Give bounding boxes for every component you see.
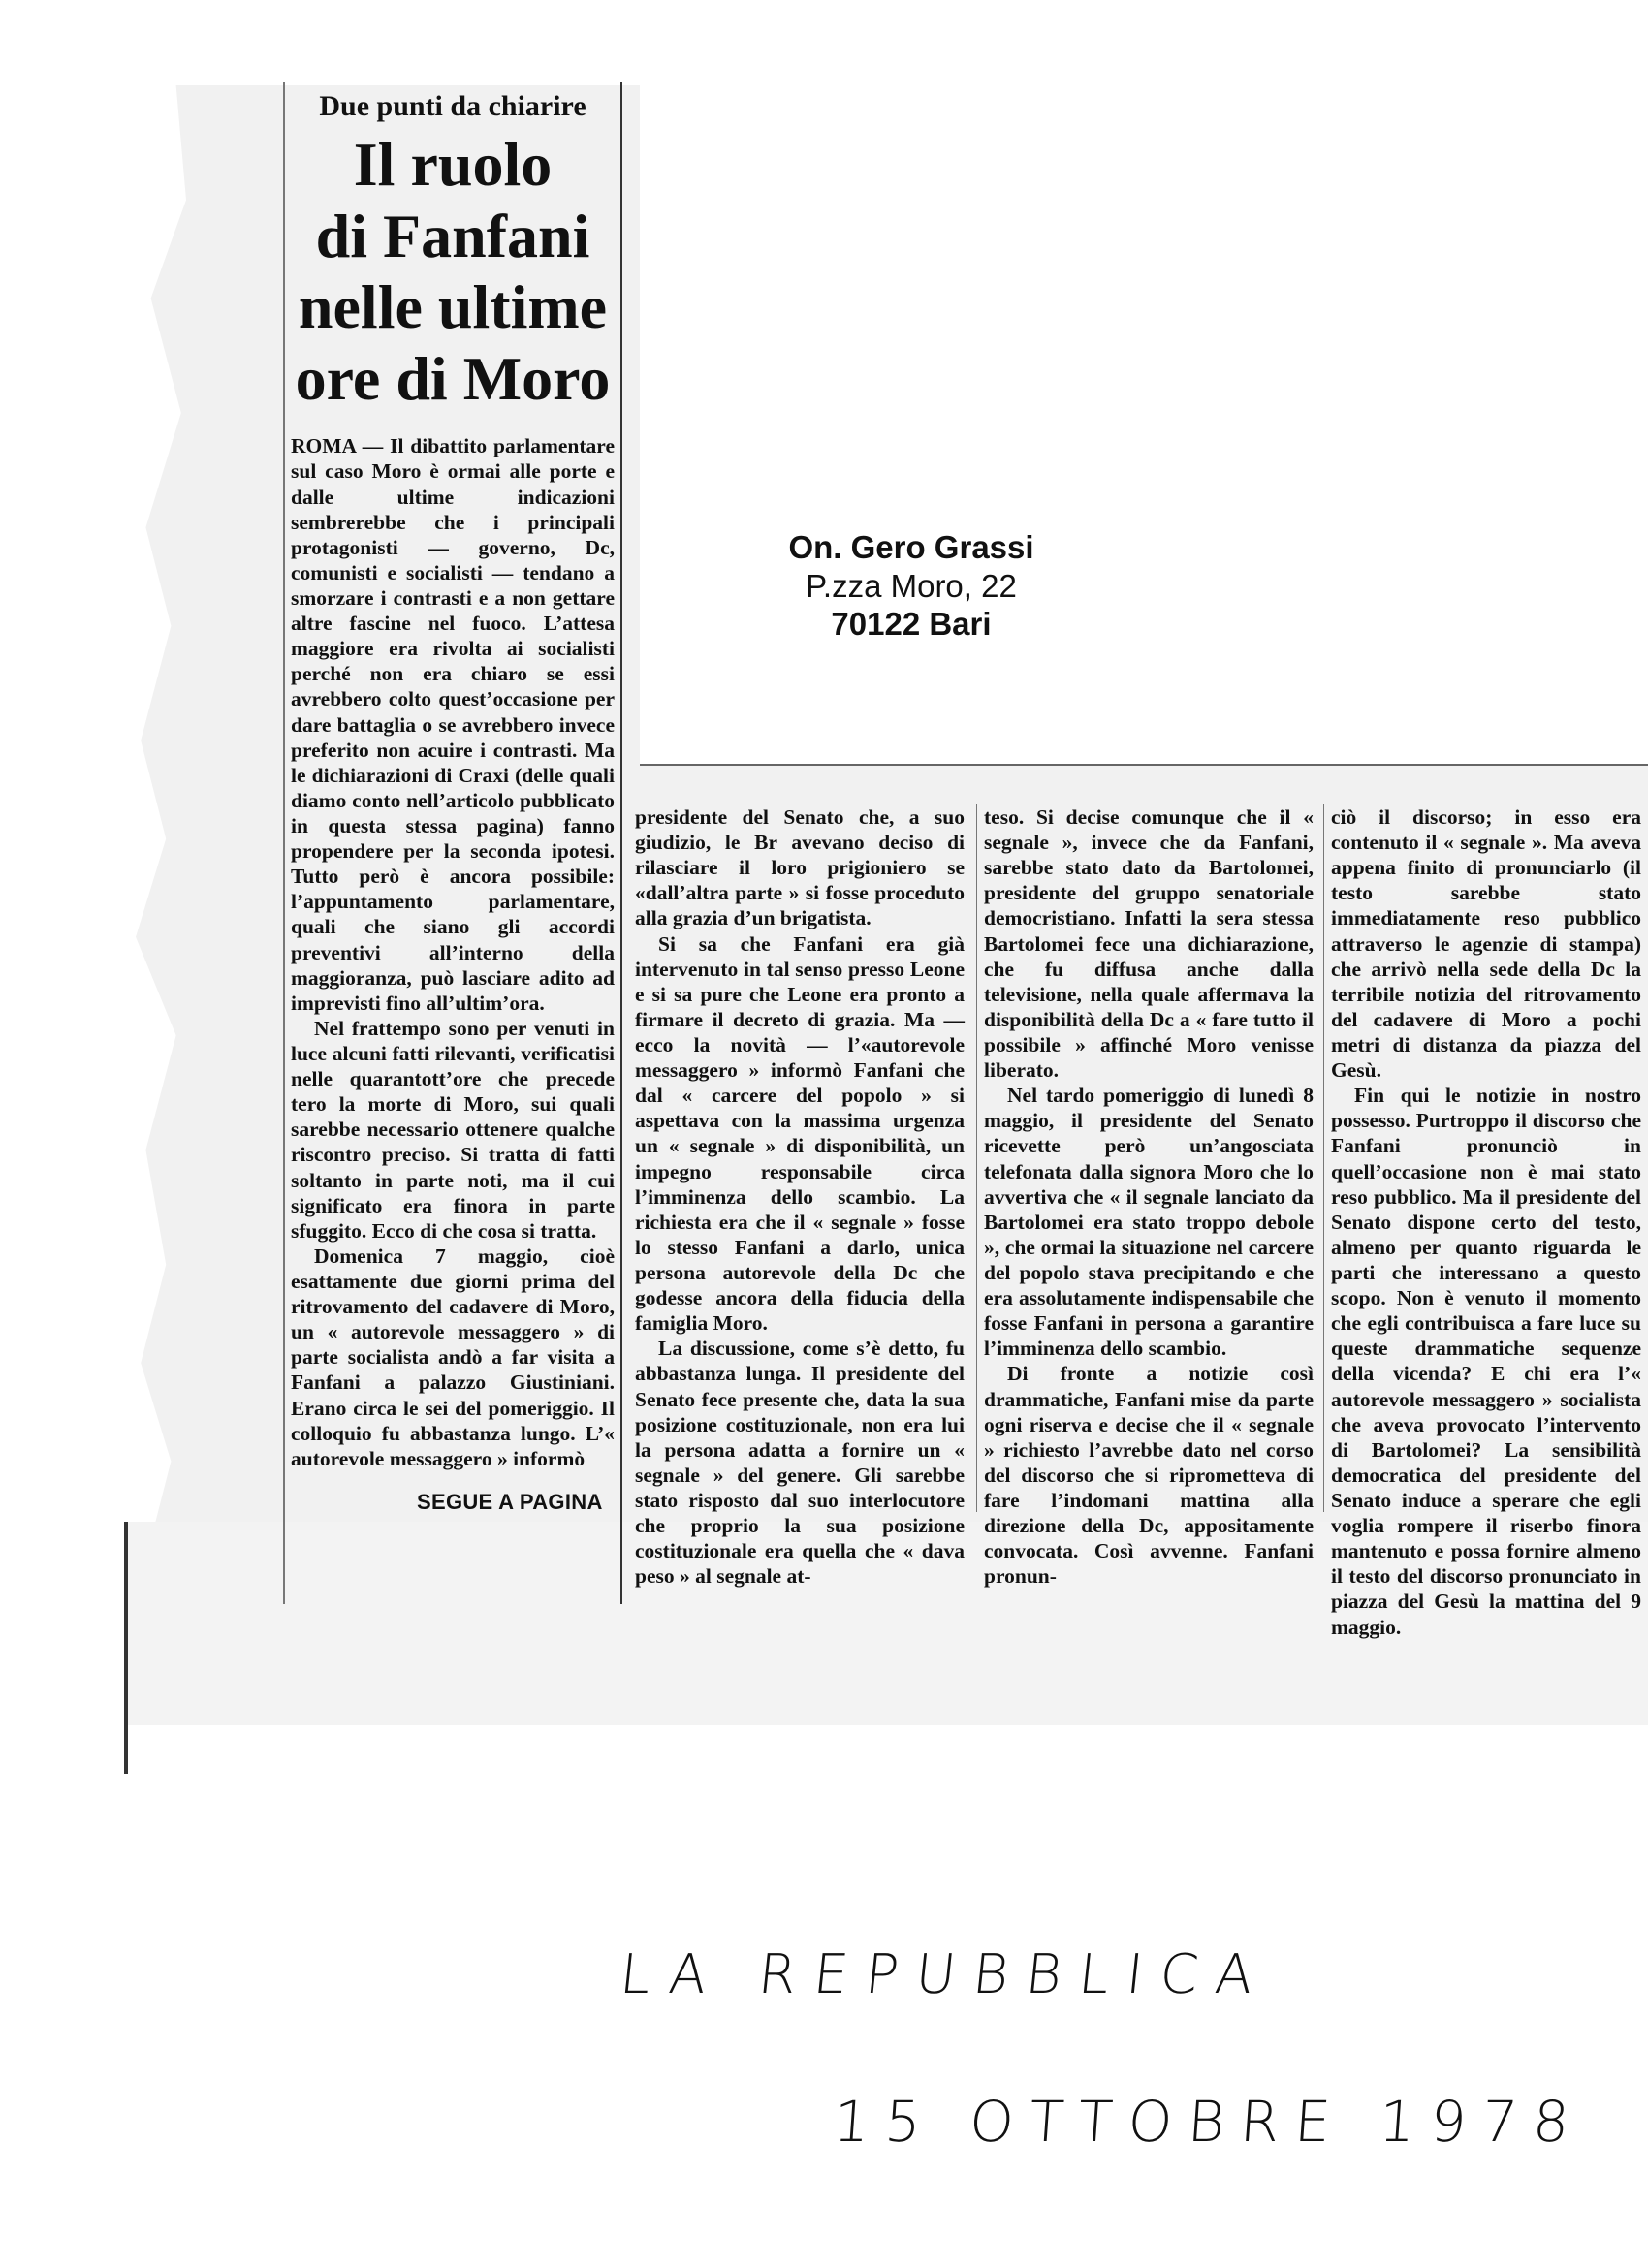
headline-line: ore di Moro — [295, 343, 611, 413]
address-stamp — [766, 528, 1057, 644]
headline-line: Il ruolo — [353, 130, 553, 199]
stamp-street: P.zza Moro, 22 — [806, 567, 1017, 604]
paragraph: Si sa che Fanfani era già intervenuto in tal senso presso Leone e si sa pure che Leone era pronto a firmare il decreto di grazia. Ma — ecco la novità — l’«autorevole messaggero » informò Fanfani che dal « carcere del popolo » si aspettava con la massima urgenza un « segnale » di disponibilità, un impegno responsabile circa l’imminenza dello scambio. La richiesta era che il « segnale » fosse lo stesso Fanfani a darlo, unica persona autorevole della Dc che godesse ancora della fiducia della famiglia Moro. — [635, 931, 965, 1336]
paragraph: ciò il discorso; in esso era contenuto il « segnale ». Ma aveva appena finito di pronunciarlo (il testo sarebbe stato immediatamente reso pubblico attraverso le agenzie di stampa) che arrivò nella sede della Dc la terribile notizia del ritrovamento del cadavere di Moro a pochi metri di distanza da piazza del Gesù. — [1331, 805, 1641, 1083]
article-headline — [291, 129, 615, 414]
article-kicker: Due punti da chiarire — [319, 90, 586, 122]
article-column-2 — [635, 804, 965, 1589]
paragraph: teso. Si decise comunque che il « segnale », invece che da Fanfani, sarebbe stato dato da Bartolomei, presidente del gruppo senatoriale democristiano. Infatti la sera stessa Bartolomei fece una dichiarazione, che fu diffusa anche dalla televisione, nella quale affermava la disponibilità della Dc a « fare tutto il possibile » affinché Moro venisse liberato. — [984, 805, 1314, 1083]
clipping-edge — [124, 1522, 128, 1774]
article-column-4 — [1331, 804, 1641, 1640]
stamp-city: 70122 Bari — [831, 606, 992, 643]
column-divider — [1323, 804, 1324, 1512]
clipping-top-edge — [640, 764, 1648, 766]
column-divider — [976, 804, 977, 1512]
handwritten-date: 15 OTTOBRE 1978 — [831, 2089, 1587, 2155]
paragraph: Nel tardo pomeriggio di lunedì 8 maggio, il presidente del Senato ricevette però un’angosciata telefonata dalla signora Moro che lo avvertiva che « il segnale lanciato da Bartolomei era stato troppo debole », che ormai la situazione nel carcere del popolo stava precipitando e che era assolutamente indispensabile che fosse Fanfani in persona a garantire l’imminenza dello scambio. — [984, 1084, 1314, 1361]
paragraph: La discussione, come s’è detto, fu abbastanza lunga. Il presidente del Senato fece presente che, data la sua posizione costituzionale, non era lui la persona adatta a fornire un « segnale » del genere. Gli sarebbe stato risposto dal suo interlocutore che proprio la sua posizione costituzionale era quella che « dava peso » al segnale at- — [635, 1337, 965, 1589]
paragraph: ROMA — Il dibattito parlamentare sul caso Moro è ormai alle porte e dalle ultime indicazioni sembrerebbe che i principali protagonisti — governo, Dc, comunisti e socialisti — tendano a smorzare i contrasti e a non gettare altre fascine nel fuoco. L’attesa maggiore era rivolta ai socialisti perché non era chiaro se essi avrebbero colto quest’occasione per dare battaglia o se avrebbero invece preferito non acuire i contrasti. Ma le dichiarazioni di Craxi (delle quali diamo conto nell’articolo pubblicato in questa stessa pagina) fanno propendere per la seconda ipotesi. Tutto però è ancora possibile: l’appuntamento parlamentare, quali che siano gli accordi preventivi all’interno della maggioranza, può lasciare adito ad imprevisti fino all’ultim’ora. — [291, 434, 615, 1015]
headline-line: di Fanfani — [315, 201, 590, 270]
headline-line: nelle ultime — [298, 272, 608, 342]
paragraph: Di fronte a notizie così drammatiche, Fanfani mise da parte ogni riserva e decise che il « segnale » richiesto l’avrebbe dato nel corso del discorso che si riprometteva di fare l’indomani mattina alla direzione della Dc, appositamente convocata. Così avvenne. Fanfani pronun- — [984, 1362, 1314, 1589]
paragraph: Fin qui le notizie in nostro possesso. Purtroppo il discorso che Fanfani pronunciò in quell’occasione non è mai stato reso pubblico. Ma il presidente del Senato dispone certo del testo, almeno per quanto riguarda le parti che interessano a questo scopo. Non è venuto il momento che egli contribuisca a fare luce su queste drammatiche sequenze della vicenda? E chi era l’« autorevole messaggero » socialista che aveva provocato l’intervento di Bartolomei? La sensibilità democratica del presidente del Senato induce a sperare che egli voglia rompere il riserbo finora mantenuto e possa fornire almeno il testo del discorso pronunciato in piazza del Gesù la mattina del 9 maggio. — [1331, 1084, 1641, 1639]
stamp-name: On. Gero Grassi — [788, 529, 1034, 565]
handwritten-source: LA REPUBBLICA — [617, 1943, 1274, 2006]
continued-on-page: SEGUE A PAGINA — [417, 1490, 603, 1514]
paragraph: Domenica 7 maggio, cioè esattamente due giorni prima del ritrovamento del cadavere di Moro, un « autorevole messaggero » di parte socialista andò a far visita a Fanfani a palazzo Giustiniani. Erano circa le sei del pomeriggio. Il colloquio fu abbastanza lungo. L’« autorevole messaggero » informò — [291, 1244, 615, 1470]
paragraph: Nel frattempo sono per venuti in luce alcuni fatti rilevanti, verificatisi nelle quarantott’ore che precede tero la morte di Moro, sui quali sarebbe necessario ottenere qualche riscontro preciso. Si tratta di fatti soltanto in parte noti, ma il cui significato era finora in parte sfuggito. Ecco di che cosa si tratta. — [291, 1016, 615, 1243]
article-column-3 — [984, 804, 1314, 1589]
article-body-left — [291, 433, 615, 1470]
article-left-column — [283, 82, 622, 1604]
paragraph: presidente del Senato che, a suo giudizio, le Br avevano deciso di rilasciare il loro prigioniero se «dall’altra parte » si fosse proceduto alla grazia d’un brigatista. — [635, 805, 965, 930]
